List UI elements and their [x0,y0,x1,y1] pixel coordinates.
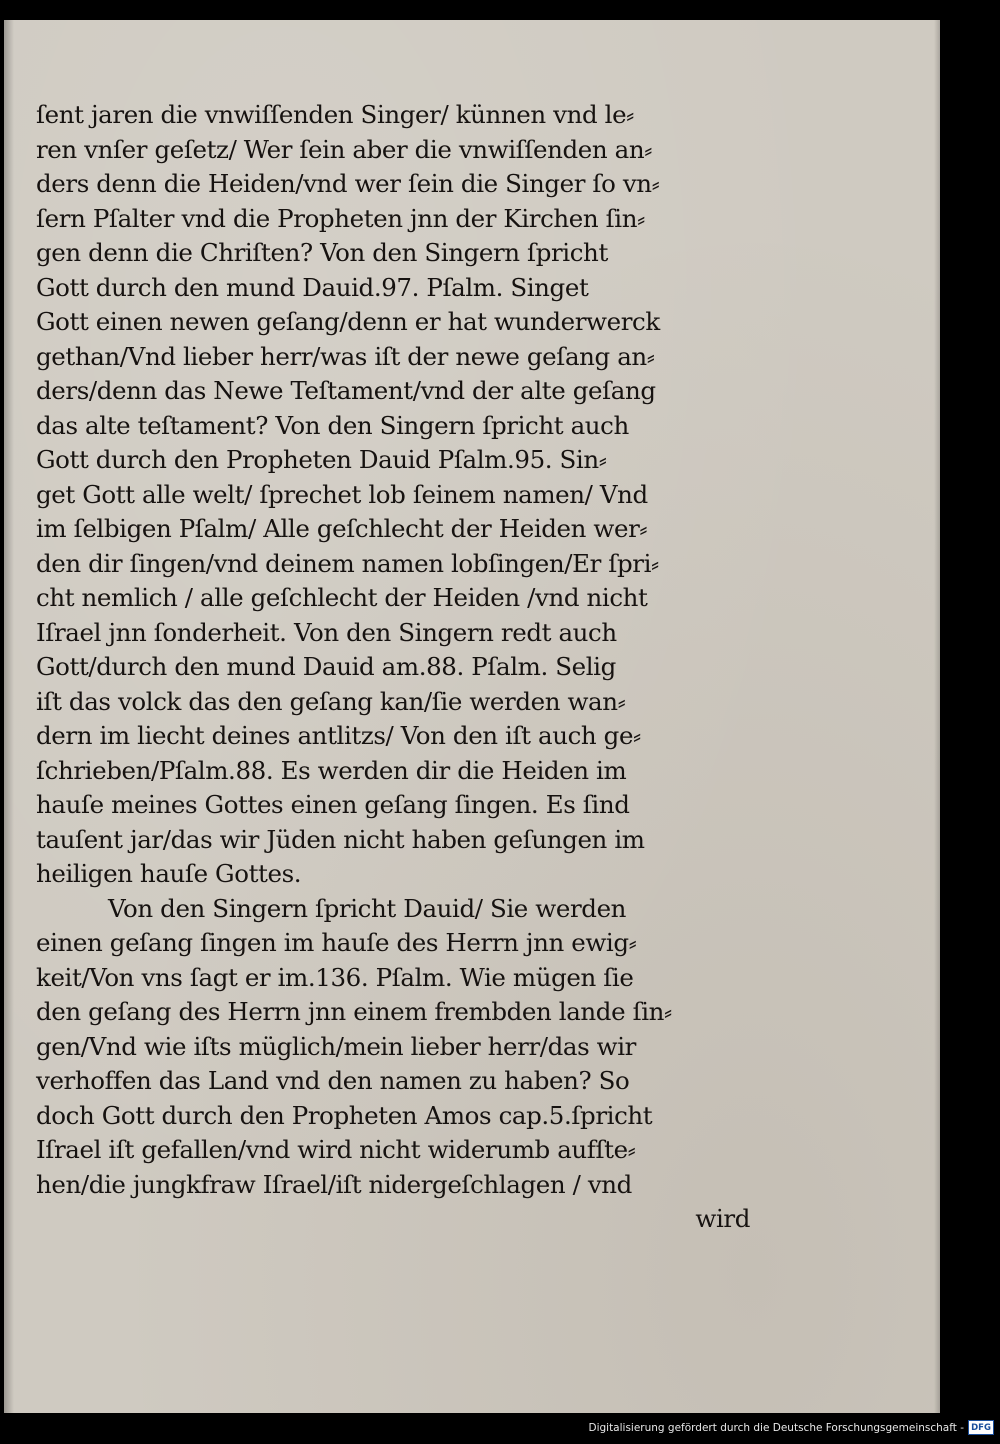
text-line: einen geſang ſingen im hauſe des Herrn jnn ewig⸗ [36,928,637,957]
text-line: ren vnſer geſetz/ Wer ſein aber die vnwiſſenden an⸗ [36,134,652,164]
text-line: Iſrael jnn ſonderheit. Von den Singern redt auch [36,617,617,647]
body-text [36,98,756,1237]
text-line: ſchrieben/Pſalm.88. Es werden dir die Heiden im [36,755,627,785]
catchword: wird [695,1204,750,1233]
text-line: gen/Vnd wie iſts müglich/mein lieber herr/das wir [36,1031,636,1061]
paragraph-first-line: Von den Singern ſpricht Dauid/ Sie werden [108,893,627,923]
text-line: gethan/Vnd lieber herr/was iſt der newe geſang an⸗ [36,341,655,371]
text-line: dern im liecht deines antlitzs/ Von den iſt auch ge⸗ [36,721,641,750]
text-line: ſent jaren die vnwiſſenden Singer/ künnen vnd le⸗ [36,100,634,129]
text-line: keit/Von vns ſagt er im.136. Pſalm. Wie mügen ſie [36,962,634,992]
text-line: heiligen hauſe Gottes. [36,859,302,888]
dfg-logo: DFG [968,1420,994,1435]
text-line: iſt das volck das den geſang kan/ſie werden wan⸗ [36,686,626,716]
funding-notice: Digitalisierung gefördert durch die Deutsche Forschungsgemeinschaft - [588,1422,964,1434]
text-line: den dir ſingen/vnd deinem namen lobſingen/Er ſpri⸗ [36,548,659,578]
text-line: tauſent jar/das wir Jüden nicht haben geſungen im [36,824,645,854]
text-line: das alte teſtament? Von den Singern ſpricht auch [36,410,629,440]
page-left-shadow [4,20,14,1413]
text-line: hauſe meines Gottes einen geſang ſingen. Es ſind [36,790,630,819]
text-line: verhoffen das Land vnd den namen zu haben? So [36,1066,630,1095]
text-line: ſern Pſalter vnd die Propheten jnn der Kirchen ſin⸗ [36,203,645,233]
text-line: Iſrael iſt gefallen/vnd wird nicht widerumb aufſte⸗ [36,1135,636,1164]
text-line: im ſelbigen Pſalm/ Alle geſchlecht der Heiden wer⸗ [36,514,648,543]
text-line: Gott/durch den mund Dauid am.88. Pſalm. Selig [36,652,616,681]
text-line: gen denn die Chriſten? Von den Singern ſpricht [36,238,608,267]
text-line: ders denn die Heiden/vnd wer ſein die Singer ſo vn⸗ [36,169,660,198]
scanned-page [4,20,940,1413]
text-line: doch Gott durch den Propheten Amos cap.5.ſpricht [36,1100,653,1130]
text-line: hen/die jungkfraw Iſrael/iſt nidergeſchlagen / vnd [36,1169,632,1199]
text-line: den geſang des Herrn jnn einem frembden lande ſin⸗ [36,997,672,1026]
text-line: Gott durch den Propheten Dauid Pſalm.95. Sin⸗ [36,445,607,474]
text-line: Gott einen newen geſang/denn er hat wunderwerck [36,307,660,336]
text-line: get Gott alle welt/ ſprechet lob ſeinem namen/ Vnd [36,479,648,509]
text-line: ders/denn das Newe Teſtament/vnd der alte geſang [36,376,656,405]
text-line: Gott durch den mund Dauid.97. Pſalm. Singet [36,272,589,302]
page-right-shadow [934,20,940,1413]
text-line: cht nemlich / alle geſchlecht der Heiden /vnd nicht [36,583,648,612]
